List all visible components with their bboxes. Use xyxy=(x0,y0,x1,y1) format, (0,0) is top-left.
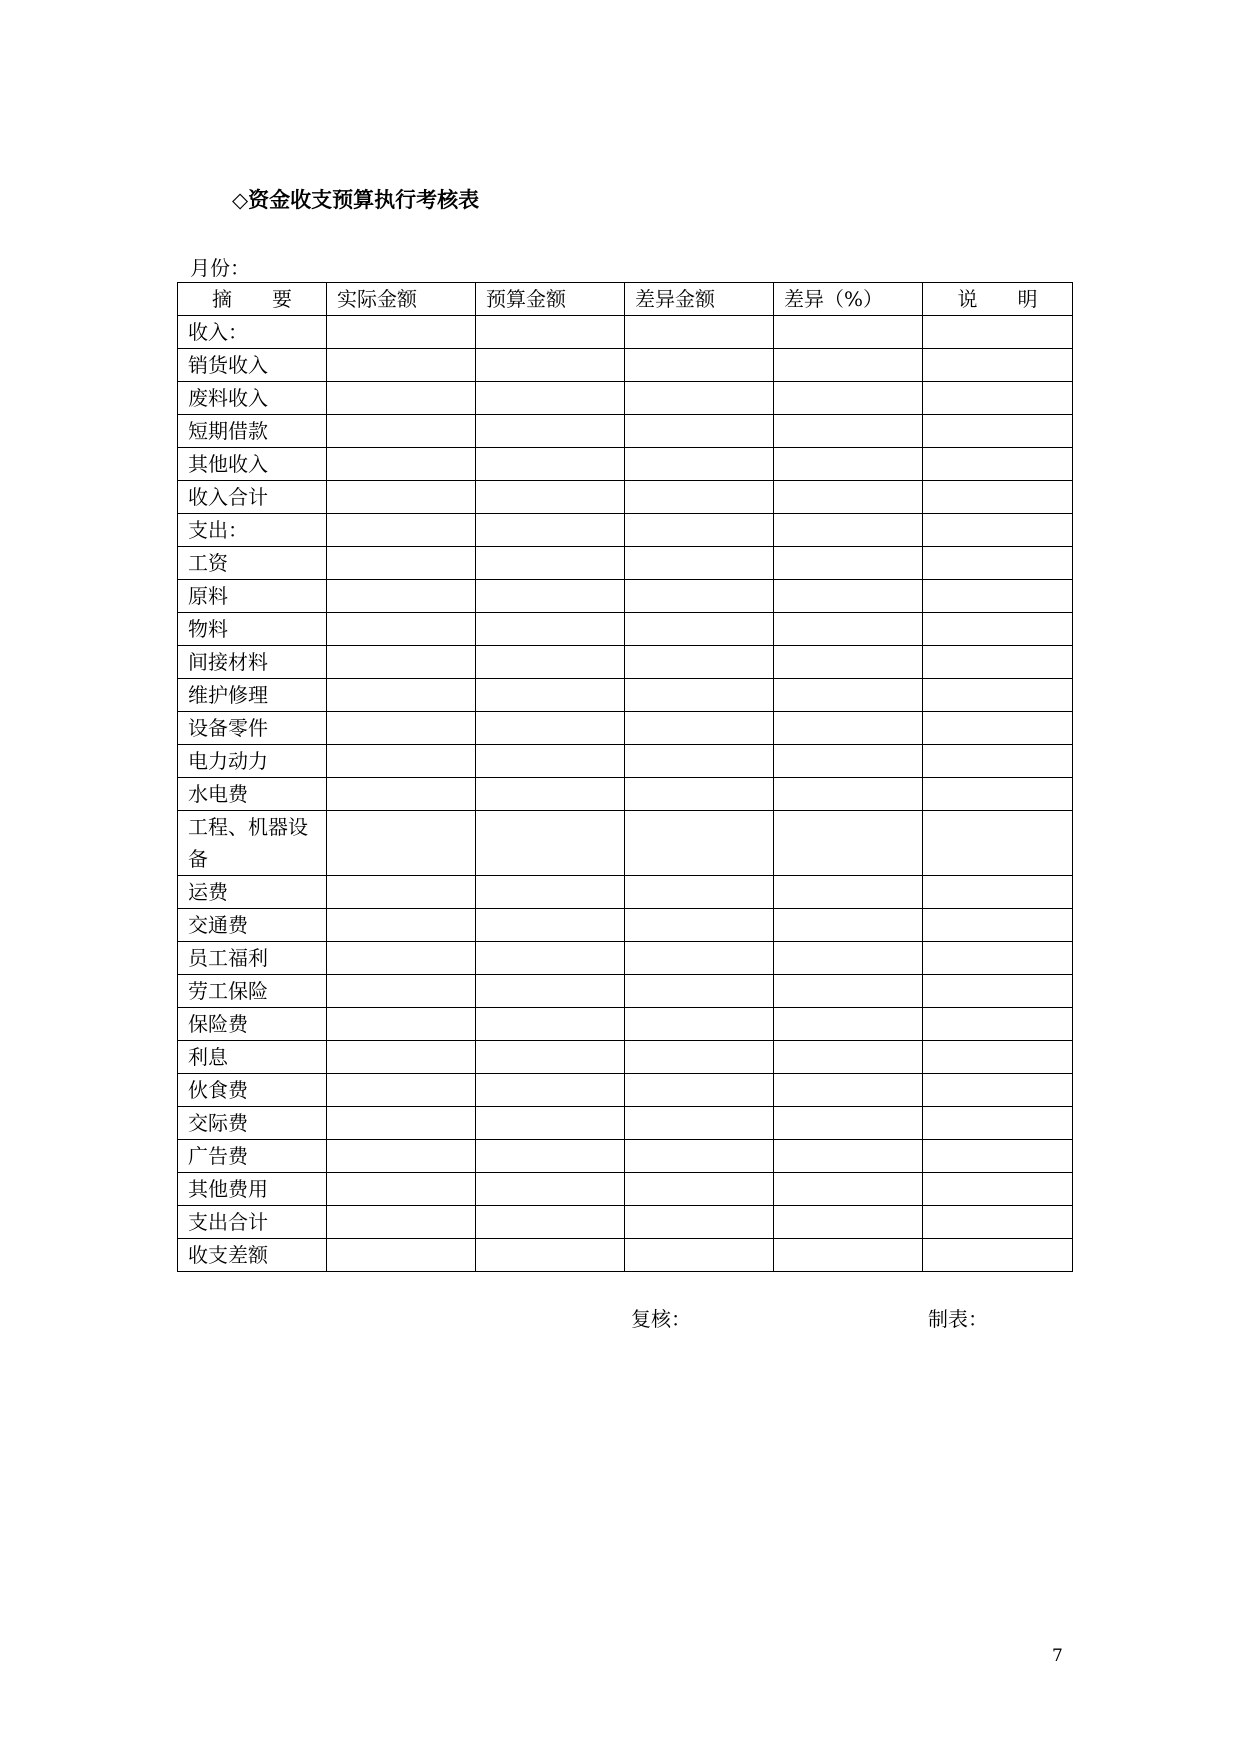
table-cell[interactable] xyxy=(774,909,923,942)
table-cell[interactable] xyxy=(923,778,1073,811)
table-cell[interactable] xyxy=(476,745,625,778)
table-cell[interactable] xyxy=(327,316,476,349)
table-row xyxy=(178,613,1073,646)
table-row xyxy=(178,876,1073,909)
maker-label: 制表： xyxy=(928,1307,988,1331)
table-cell[interactable] xyxy=(327,613,476,646)
table-cell[interactable] xyxy=(625,1074,774,1107)
table-cell[interactable] xyxy=(774,1239,923,1272)
row-label: 销货收入 xyxy=(178,349,327,382)
table-cell[interactable] xyxy=(923,712,1073,745)
table-cell[interactable] xyxy=(476,481,625,514)
table-cell[interactable] xyxy=(476,942,625,975)
table-cell[interactable] xyxy=(476,975,625,1008)
table-cell[interactable] xyxy=(923,1140,1073,1173)
table-cell[interactable] xyxy=(476,1074,625,1107)
table-cell[interactable] xyxy=(923,1074,1073,1107)
table-cell[interactable] xyxy=(774,876,923,909)
table-cell[interactable] xyxy=(625,876,774,909)
table-row xyxy=(178,415,1073,448)
table-cell[interactable] xyxy=(774,1173,923,1206)
table-row xyxy=(178,745,1073,778)
row-label: 设备零件 xyxy=(178,712,327,745)
table-cell[interactable] xyxy=(923,876,1073,909)
review-label: 复核： xyxy=(631,1307,691,1331)
row-label: 其他收入 xyxy=(178,448,327,481)
table-cell[interactable] xyxy=(625,1008,774,1041)
table-cell[interactable] xyxy=(327,1107,476,1140)
table-cell[interactable] xyxy=(476,382,625,415)
table-cell[interactable] xyxy=(327,382,476,415)
table-cell[interactable] xyxy=(476,1173,625,1206)
table-row xyxy=(178,547,1073,580)
table-cell[interactable] xyxy=(774,778,923,811)
table-cell[interactable] xyxy=(327,481,476,514)
table-cell[interactable] xyxy=(327,975,476,1008)
table-cell[interactable] xyxy=(327,712,476,745)
table-cell[interactable] xyxy=(327,646,476,679)
table-cell[interactable] xyxy=(774,975,923,1008)
table-cell[interactable] xyxy=(476,415,625,448)
table-cell[interactable] xyxy=(476,778,625,811)
row-label: 短期借款 xyxy=(178,415,327,448)
row-label: 伙食费 xyxy=(178,1074,327,1107)
table-cell[interactable] xyxy=(774,1140,923,1173)
row-label: 保险费 xyxy=(178,1008,327,1041)
column-header-variance: 差异金额 xyxy=(625,283,774,316)
row-label: 收支差额 xyxy=(178,1239,327,1272)
table-cell[interactable] xyxy=(923,1206,1073,1239)
table-cell[interactable] xyxy=(923,1239,1073,1272)
column-header-notes: 说 明 xyxy=(923,283,1073,316)
table-cell[interactable] xyxy=(625,514,774,547)
table-cell[interactable] xyxy=(625,1107,774,1140)
table-cell[interactable] xyxy=(774,1074,923,1107)
table-row xyxy=(178,316,1073,349)
row-label: 工资 xyxy=(178,547,327,580)
month-label: 月份： xyxy=(190,256,250,280)
row-label: 间接材料 xyxy=(178,646,327,679)
table-cell[interactable] xyxy=(625,1140,774,1173)
row-label: 电力动力 xyxy=(178,745,327,778)
table-row xyxy=(178,580,1073,613)
column-header-budget: 预算金额 xyxy=(476,283,625,316)
table-row xyxy=(178,975,1073,1008)
table-cell[interactable] xyxy=(327,745,476,778)
header-row xyxy=(178,283,1073,316)
row-label: 水电费 xyxy=(178,778,327,811)
table-cell[interactable] xyxy=(774,415,923,448)
table-cell[interactable] xyxy=(923,481,1073,514)
table-cell[interactable] xyxy=(476,876,625,909)
table-cell[interactable] xyxy=(476,316,625,349)
table-cell[interactable] xyxy=(476,679,625,712)
table-cell[interactable] xyxy=(327,1008,476,1041)
table-cell[interactable] xyxy=(476,514,625,547)
table-cell[interactable] xyxy=(625,316,774,349)
table-cell[interactable] xyxy=(327,514,476,547)
row-label: 支出： xyxy=(178,514,327,547)
table-row xyxy=(178,712,1073,745)
table-row xyxy=(178,1008,1073,1041)
table-cell[interactable] xyxy=(327,415,476,448)
table-cell[interactable] xyxy=(625,646,774,679)
table-cell[interactable] xyxy=(774,1206,923,1239)
table-cell[interactable] xyxy=(774,646,923,679)
table-cell[interactable] xyxy=(625,448,774,481)
table-cell[interactable] xyxy=(774,811,923,876)
table-cell[interactable] xyxy=(774,613,923,646)
table-cell[interactable] xyxy=(327,349,476,382)
table-cell[interactable] xyxy=(327,811,476,876)
table-cell[interactable] xyxy=(625,1041,774,1074)
table-cell[interactable] xyxy=(774,547,923,580)
table-cell[interactable] xyxy=(476,349,625,382)
table-cell[interactable] xyxy=(774,679,923,712)
row-label: 广告费 xyxy=(178,1140,327,1173)
table-cell[interactable] xyxy=(774,514,923,547)
table-cell[interactable] xyxy=(476,1008,625,1041)
column-header-summary: 摘 要 xyxy=(178,283,327,316)
budget-table xyxy=(177,282,1073,1272)
table-row xyxy=(178,1107,1073,1140)
table-cell[interactable] xyxy=(625,679,774,712)
table-row xyxy=(178,679,1073,712)
page-number: 7 xyxy=(1052,1646,1063,1666)
table-cell[interactable] xyxy=(327,547,476,580)
table-row xyxy=(178,778,1073,811)
row-label: 原料 xyxy=(178,580,327,613)
table-row xyxy=(178,382,1073,415)
table-cell[interactable] xyxy=(625,349,774,382)
table-row xyxy=(178,1041,1073,1074)
table-cell[interactable] xyxy=(476,1140,625,1173)
table-row xyxy=(178,1173,1073,1206)
table-cell[interactable] xyxy=(923,646,1073,679)
table-cell[interactable] xyxy=(923,316,1073,349)
table-cell[interactable] xyxy=(923,613,1073,646)
row-label: 收入： xyxy=(178,316,327,349)
table-row xyxy=(178,942,1073,975)
table-cell[interactable] xyxy=(625,613,774,646)
column-header-actual: 实际金额 xyxy=(327,283,476,316)
table-cell[interactable] xyxy=(476,909,625,942)
table-cell[interactable] xyxy=(774,580,923,613)
row-label: 工程、机器设备 xyxy=(178,811,327,876)
table-cell[interactable] xyxy=(923,909,1073,942)
table-row xyxy=(178,1140,1073,1173)
table-cell[interactable] xyxy=(327,1239,476,1272)
table-row xyxy=(178,1239,1073,1272)
table-cell[interactable] xyxy=(625,415,774,448)
table-row xyxy=(178,646,1073,679)
page-title: ◇资金收支预算执行考核表 xyxy=(232,188,480,212)
table-cell[interactable] xyxy=(476,811,625,876)
table-cell[interactable] xyxy=(327,679,476,712)
table-cell[interactable] xyxy=(476,448,625,481)
table-cell[interactable] xyxy=(625,909,774,942)
table-cell[interactable] xyxy=(476,646,625,679)
row-label: 劳工保险 xyxy=(178,975,327,1008)
row-label: 运费 xyxy=(178,876,327,909)
table-cell[interactable] xyxy=(476,580,625,613)
table-cell[interactable] xyxy=(476,1239,625,1272)
table-cell[interactable] xyxy=(476,712,625,745)
table-row xyxy=(178,448,1073,481)
table-cell[interactable] xyxy=(923,514,1073,547)
table-cell[interactable] xyxy=(774,382,923,415)
table-cell[interactable] xyxy=(923,1041,1073,1074)
table-cell[interactable] xyxy=(625,1239,774,1272)
table-cell[interactable] xyxy=(625,712,774,745)
table-cell[interactable] xyxy=(625,975,774,1008)
table-cell[interactable] xyxy=(923,382,1073,415)
table-cell[interactable] xyxy=(625,1206,774,1239)
table-cell[interactable] xyxy=(327,942,476,975)
table-cell[interactable] xyxy=(774,316,923,349)
table-cell[interactable] xyxy=(774,712,923,745)
table-cell[interactable] xyxy=(327,1206,476,1239)
table-cell[interactable] xyxy=(923,547,1073,580)
table-cell[interactable] xyxy=(774,481,923,514)
table-cell[interactable] xyxy=(476,1107,625,1140)
table-cell[interactable] xyxy=(923,745,1073,778)
row-label: 交通费 xyxy=(178,909,327,942)
row-label: 收入合计 xyxy=(178,481,327,514)
row-label: 员工福利 xyxy=(178,942,327,975)
table-cell[interactable] xyxy=(327,1173,476,1206)
table-cell[interactable] xyxy=(625,1173,774,1206)
table-cell[interactable] xyxy=(327,778,476,811)
table-row xyxy=(178,349,1073,382)
table-cell[interactable] xyxy=(774,349,923,382)
table-cell[interactable] xyxy=(923,811,1073,876)
table-cell[interactable] xyxy=(625,778,774,811)
table-cell[interactable] xyxy=(327,876,476,909)
table-row xyxy=(178,1206,1073,1239)
table-cell[interactable] xyxy=(923,415,1073,448)
table-cell[interactable] xyxy=(774,745,923,778)
row-label: 物料 xyxy=(178,613,327,646)
table-cell[interactable] xyxy=(923,1107,1073,1140)
row-label: 其他费用 xyxy=(178,1173,327,1206)
table-cell[interactable] xyxy=(923,1173,1073,1206)
table-cell[interactable] xyxy=(476,1041,625,1074)
table-cell[interactable] xyxy=(923,448,1073,481)
table-row xyxy=(178,1074,1073,1107)
table-row xyxy=(178,514,1073,547)
table-cell[interactable] xyxy=(774,1041,923,1074)
table-cell[interactable] xyxy=(476,547,625,580)
table-cell[interactable] xyxy=(327,1140,476,1173)
table-cell[interactable] xyxy=(923,942,1073,975)
table-cell[interactable] xyxy=(923,349,1073,382)
table-cell[interactable] xyxy=(327,1074,476,1107)
table-cell[interactable] xyxy=(774,448,923,481)
row-label: 废料收入 xyxy=(178,382,327,415)
row-label: 交际费 xyxy=(178,1107,327,1140)
row-label: 维护修理 xyxy=(178,679,327,712)
table-cell[interactable] xyxy=(774,1008,923,1041)
table-cell[interactable] xyxy=(625,481,774,514)
table-cell[interactable] xyxy=(476,1206,625,1239)
table-cell[interactable] xyxy=(923,1008,1073,1041)
table-cell[interactable] xyxy=(625,942,774,975)
table-row xyxy=(178,909,1073,942)
table-cell[interactable] xyxy=(625,580,774,613)
table-cell[interactable] xyxy=(327,1041,476,1074)
table-cell[interactable] xyxy=(923,975,1073,1008)
table-cell[interactable] xyxy=(476,613,625,646)
table-cell[interactable] xyxy=(327,580,476,613)
table-row xyxy=(178,811,1073,876)
table-cell[interactable] xyxy=(923,679,1073,712)
table-cell[interactable] xyxy=(327,909,476,942)
table-row xyxy=(178,481,1073,514)
table-cell[interactable] xyxy=(625,547,774,580)
table-cell[interactable] xyxy=(625,811,774,876)
table-cell[interactable] xyxy=(774,1107,923,1140)
row-label: 支出合计 xyxy=(178,1206,327,1239)
table-cell[interactable] xyxy=(625,745,774,778)
table-cell[interactable] xyxy=(923,580,1073,613)
table-cell[interactable] xyxy=(625,382,774,415)
table-cell[interactable] xyxy=(774,942,923,975)
column-header-variance-pct: 差异（%） xyxy=(774,283,923,316)
row-label: 利息 xyxy=(178,1041,327,1074)
table-cell[interactable] xyxy=(327,448,476,481)
